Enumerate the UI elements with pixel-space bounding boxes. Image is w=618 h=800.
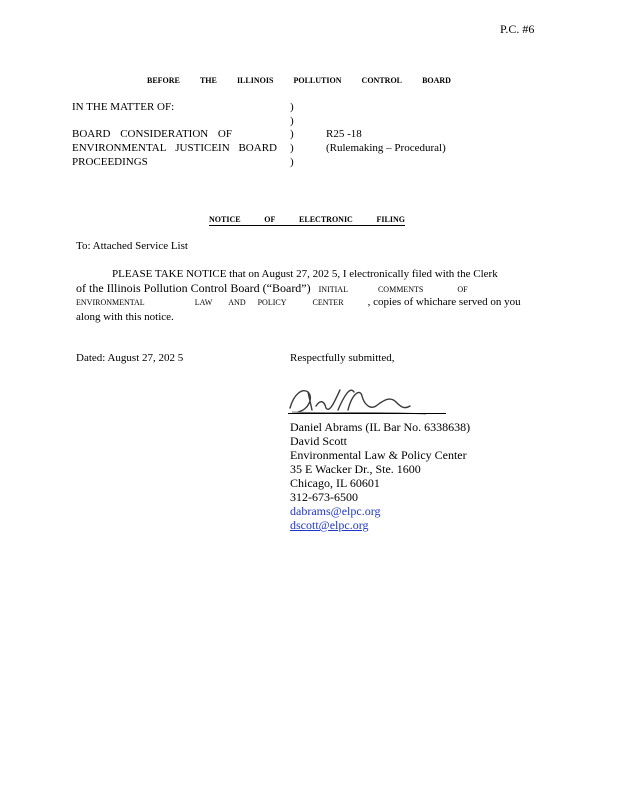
body-caps-word: INITIAL xyxy=(318,285,348,294)
signer-name: Daniel Abrams (IL Bar No. 6338638) xyxy=(290,420,471,434)
to-line: To: Attached Service List xyxy=(76,240,188,252)
address-line-2: Chicago, IL 60601 xyxy=(290,476,380,490)
caption-paren: ) xyxy=(290,156,294,168)
body-line-1: PLEASE TAKE NOTICE that on August 27, 202 5, I electronically filed with the Clerk xyxy=(112,268,498,280)
notice-title-word: OF xyxy=(264,215,276,224)
signature-line xyxy=(288,413,446,414)
notice-title-word: ELECTRONIC xyxy=(299,215,353,224)
body-line-2 xyxy=(76,281,468,296)
body-caps-word: ENVIRONMENTAL xyxy=(76,298,145,307)
caption-line-1 xyxy=(72,128,232,140)
body-caps-word: POLICY xyxy=(257,298,287,307)
board-title-word: ILLINOIS xyxy=(236,76,274,85)
notice-title xyxy=(209,215,405,226)
caption-paren: ) xyxy=(290,128,294,140)
phone-number: 312-673-6500 xyxy=(290,490,358,504)
body-caps-word: LAW xyxy=(194,298,213,307)
organization: Environmental Law & Policy Center xyxy=(290,448,467,462)
email-link-1[interactable]: dabrams@elpc.org xyxy=(290,504,381,518)
board-title-word: BOARD xyxy=(422,76,451,85)
board-title-word: THE xyxy=(199,76,217,85)
in-the-matter: IN THE MATTER OF: xyxy=(72,101,175,113)
caption-paren: ) xyxy=(290,142,294,154)
caption-word: BOARD xyxy=(72,128,111,140)
caption-paren: ) xyxy=(290,115,294,127)
body-caps-word: OF xyxy=(457,285,468,294)
board-title-word: CONTROL xyxy=(361,76,402,85)
body-line-3 xyxy=(76,296,521,308)
pc-number: P.C. #6 xyxy=(500,22,535,36)
address-line-1: 35 E Wacker Dr., Ste. 1600 xyxy=(290,462,421,476)
caption-word: CONSIDERATION xyxy=(120,128,209,140)
caption-paren: ) xyxy=(290,101,294,113)
caption-word: OF xyxy=(217,128,232,140)
body-caps-word: CENTER xyxy=(312,298,344,307)
caption-line-3: PROCEEDINGS xyxy=(72,156,148,168)
notice-title-word: NOTICE xyxy=(209,215,241,224)
body-line-3-text: , copies of whichare served on you xyxy=(367,296,521,308)
email-link-2[interactable]: dscott@elpc.org xyxy=(290,518,369,532)
notice-title-word: FILING xyxy=(376,215,405,224)
board-title-word: BEFORE xyxy=(147,76,180,85)
closing-line: Respectfully submitted, xyxy=(290,352,395,364)
dated-line: Dated: August 27, 202 5 xyxy=(76,352,184,364)
body-line-4: along with this notice. xyxy=(76,311,174,323)
docket-type: (Rulemaking – Procedural) xyxy=(326,142,446,154)
caption-line-2 xyxy=(72,142,277,154)
caption-word: ENVIRONMENTAL xyxy=(72,142,167,154)
caption-word: JUSTICEIN xyxy=(175,142,230,154)
board-title-word: POLLUTION xyxy=(293,76,342,85)
signer-name-2: David Scott xyxy=(290,434,347,448)
body-caps-word: AND xyxy=(228,298,246,307)
body-caps-word: COMMENTS xyxy=(377,285,424,294)
body-line-2-text: of the Illinois Pollution Control Board (“Board”) xyxy=(76,281,311,295)
caption-word: BOARD xyxy=(238,142,277,154)
docket-number: R25 -18 xyxy=(326,128,362,140)
board-title xyxy=(147,76,451,85)
